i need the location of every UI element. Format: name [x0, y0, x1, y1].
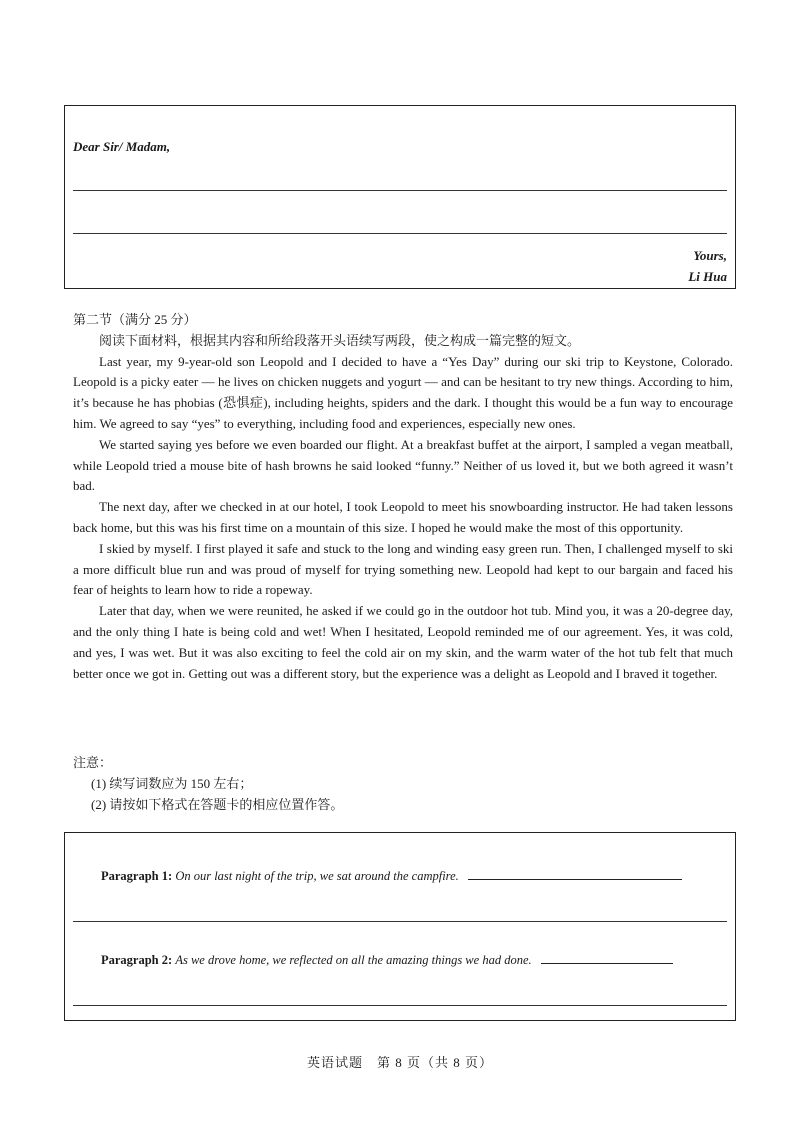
section-two — [73, 310, 733, 684]
paragraph-2-opening: As we drove home, we reflected on all the amazing things we had done. — [175, 953, 532, 967]
passage-paragraph: The next day, after we checked in at our hotel, I took Leopold to meet his snowboarding instructor. He had taken lessons back home, but this was his first time on a mountain of this size. I hoped he would make the most of this opportunity. — [73, 499, 733, 535]
note-item: (2) 请按如下格式在答题卡的相应位置作答。 — [91, 797, 344, 812]
page-footer: 英语试题 第 8 页（共 8 页） — [306, 1055, 493, 1070]
section-header: 第二节（满分 25 分） — [73, 312, 197, 327]
letter-signature: Li Hua — [688, 269, 727, 284]
letter-closing: Yours, — [693, 248, 727, 263]
answer-blank — [468, 867, 682, 880]
notes-title: 注意： — [73, 755, 113, 770]
paragraph-2-prompt: Paragraph 2: As we drove home, we reflected on all the amazing things we had done. — [101, 951, 673, 968]
note-item: (1) 续写词数应为 150 左右； — [91, 776, 253, 791]
passage-paragraph: We started saying yes before we even boarded our flight. At a breakfast buffet at the airport, I sampled a vegan meatball, while Leopold tried a mouse bite of hash browns he said looked “funny.” Neither of us loved it, but we both agreed it wasn’t bad. — [73, 436, 733, 494]
writing-line — [73, 233, 727, 234]
writing-line — [73, 921, 727, 922]
paragraph-1-label: Paragraph 1 — [101, 869, 169, 883]
continuation-box — [64, 832, 736, 1021]
notes — [73, 752, 343, 815]
passage-paragraph: I skied by myself. I first played it safe and stuck to the long and winding easy green run. Then, I challenged myself to ski a more difficult blue run and was proud of myself for trying something new. Leopold had kept to our bargain and faced his fear of heights to learn how to ride a ropeway. — [73, 540, 733, 598]
paragraph-1-prompt: Paragraph 1: On our last night of the trip, we sat around the campfire. — [101, 867, 682, 884]
letter-writing-box — [64, 105, 736, 289]
passage-paragraph: Later that day, when we were reunited, he asked if we could go in the outdoor hot tub. Mind you, it was a 20-degree day, and the only thing I hate is being cold and wet! When I hesitated, Leopold reminded me of our agreement. Yes, it was cold, and yes, I was wet. But it was also exciting to feel the cold air on my skin, and the warm water of the hot tub felt that much better once we got in. Getting out was a different story, but the experience was a delight as Leopold and I braved it together. — [73, 603, 733, 681]
answer-blank — [541, 951, 673, 964]
paragraph-1-opening: On our last night of the trip, we sat around the campfire. — [175, 869, 459, 883]
writing-line — [73, 190, 727, 191]
passage-paragraph: Last year, my 9-year-old son Leopold and I decided to have a “Yes Day” during our ski trip to Keystone, Colorado. Leopold is a picky eater — he lives on chicken nuggets and yogurt — and can be hesitant to try new things. According to him, it’s because he has phobias (恐惧症), including heights, spiders and the dark. I thought this would be a fun way to encourage him. We agreed to say “yes” to everything, including food and experiences, especially new ones. — [73, 353, 733, 431]
paragraph-2-label: Paragraph 2 — [101, 953, 169, 967]
writing-line — [73, 1005, 727, 1006]
section-instruction: 阅读下面材料，根据其内容和所给段落开头语续写两段，使之构成一篇完整的短文。 — [99, 332, 581, 348]
letter-greeting: Dear Sir/ Madam, — [73, 139, 171, 154]
